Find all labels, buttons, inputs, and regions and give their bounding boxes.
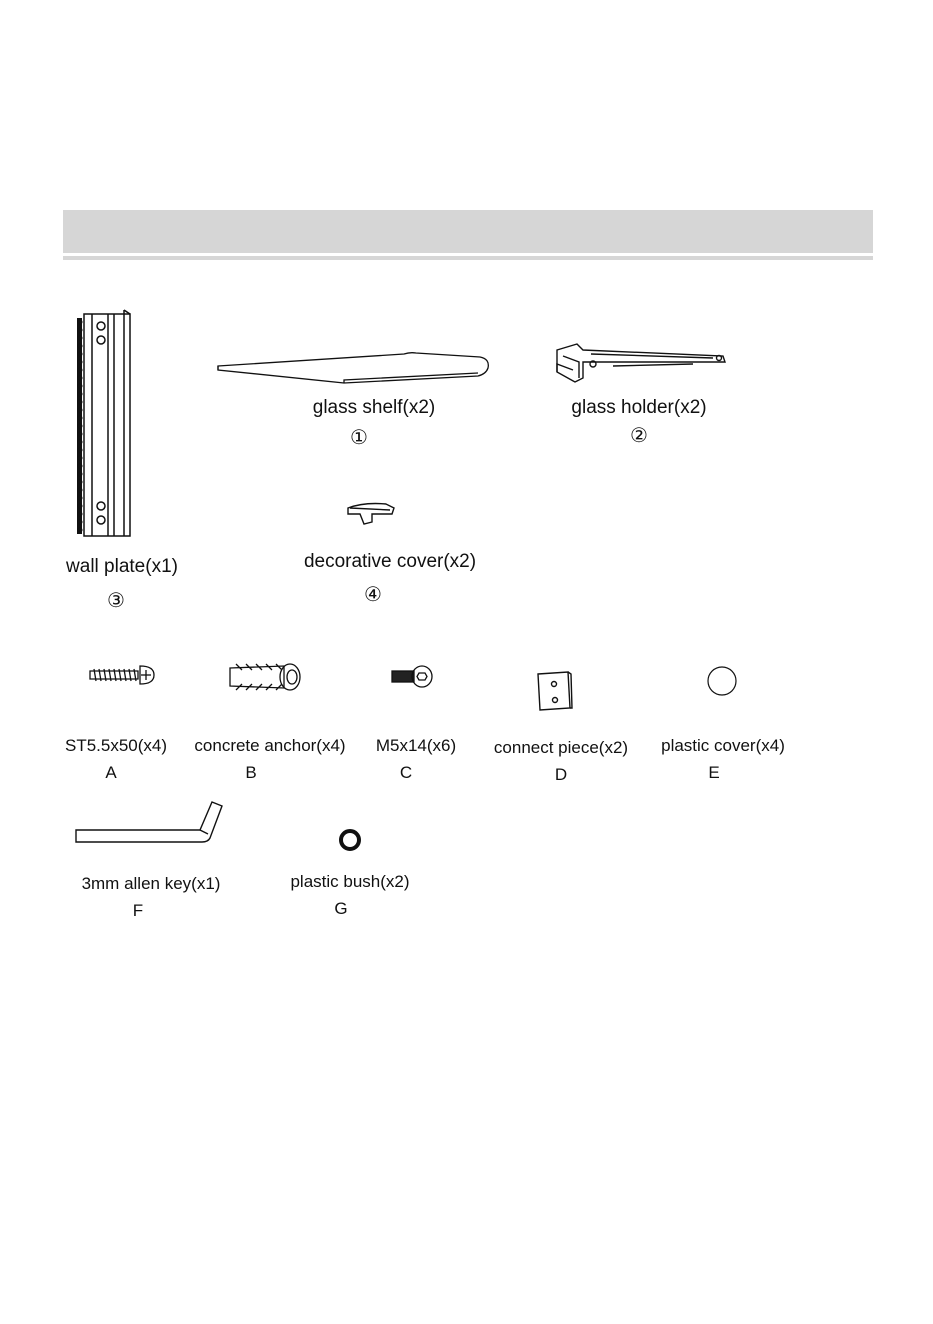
concrete-anchor-code: B bbox=[245, 763, 257, 782]
wall-plate-icon bbox=[70, 308, 140, 540]
bolt-label: M5x14(x6) bbox=[375, 736, 457, 755]
plastic-bush-code: G bbox=[334, 899, 348, 918]
allen-key-icon bbox=[72, 800, 228, 848]
connect-piece-label: connect piece(x2) bbox=[493, 738, 629, 757]
wall-plate-code: ③ bbox=[107, 590, 125, 612]
bolt-code: C bbox=[399, 763, 413, 782]
allen-key-label: 3mm allen key(x1) bbox=[81, 874, 221, 893]
allen-key-code: F bbox=[132, 901, 144, 920]
decorative-cover-label: decorative cover(x2) bbox=[303, 551, 477, 572]
plastic-bush-icon bbox=[336, 826, 364, 854]
plastic-cover-code: E bbox=[708, 763, 720, 782]
section-header-bar bbox=[63, 210, 873, 253]
concrete-anchor-icon bbox=[228, 660, 306, 694]
bolt-icon bbox=[390, 664, 436, 690]
section-header-rule bbox=[63, 256, 873, 260]
screw-icon bbox=[88, 662, 158, 690]
screw-code: A bbox=[105, 763, 117, 782]
decorative-cover-icon bbox=[344, 500, 398, 530]
glass-shelf-icon bbox=[214, 348, 494, 386]
glass-holder-icon bbox=[553, 342, 729, 386]
glass-holder-label: glass holder(x2) bbox=[571, 397, 707, 418]
screw-label: ST5.5x50(x4) bbox=[64, 736, 168, 755]
glass-shelf-label: glass shelf(x2) bbox=[312, 397, 436, 418]
wall-plate-label: wall plate(x1) bbox=[66, 556, 178, 577]
decorative-cover-code: ④ bbox=[364, 584, 382, 606]
glass-shelf-code: ① bbox=[350, 427, 368, 449]
connect-piece-code: D bbox=[554, 765, 568, 784]
connect-piece-icon bbox=[534, 670, 574, 714]
glass-holder-code: ② bbox=[630, 425, 648, 447]
plastic-bush-label: plastic bush(x2) bbox=[290, 872, 410, 891]
concrete-anchor-label: concrete anchor(x4) bbox=[194, 736, 346, 755]
plastic-cover-icon bbox=[705, 664, 739, 698]
plastic-cover-label: plastic cover(x4) bbox=[661, 736, 785, 755]
